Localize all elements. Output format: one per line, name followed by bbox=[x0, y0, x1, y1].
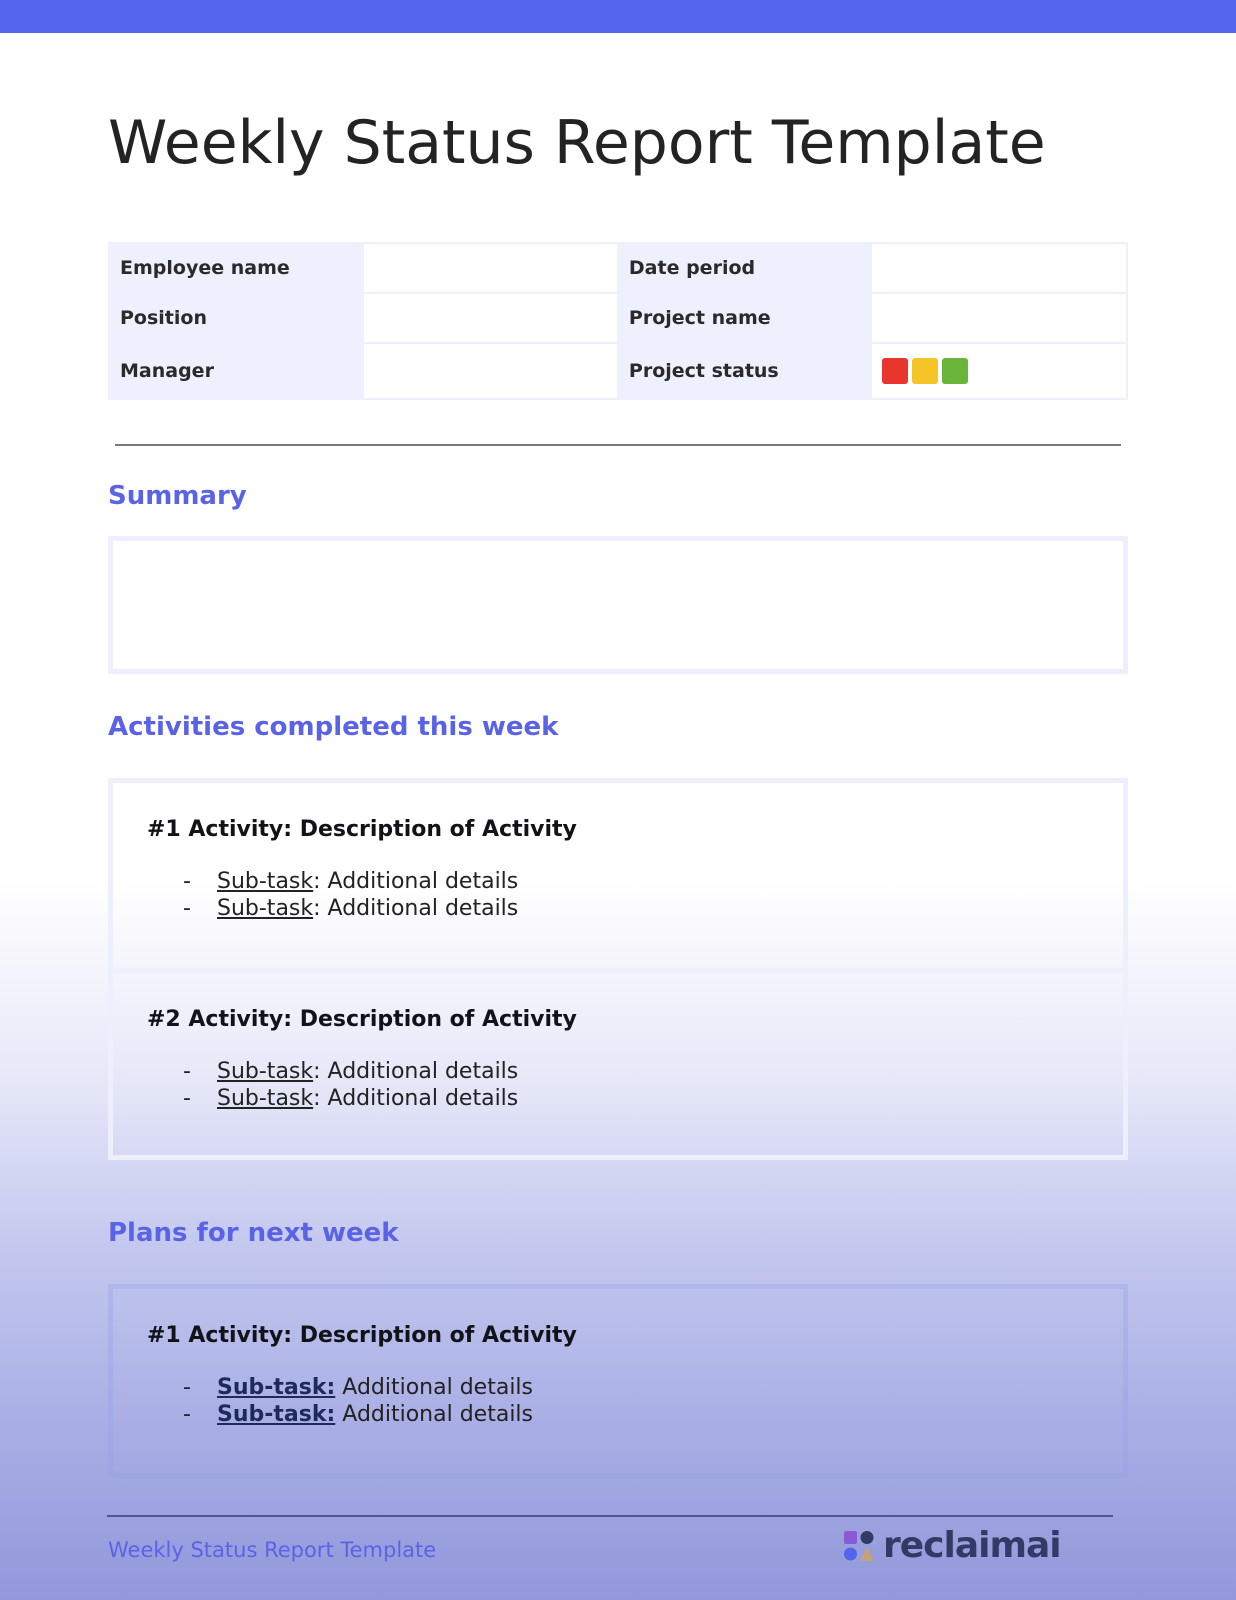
footer-divider bbox=[107, 1515, 1113, 1517]
brand-name: reclaimai bbox=[883, 1525, 1061, 1566]
page-title: Weekly Status Report Template bbox=[108, 108, 1046, 178]
employee-name-field[interactable] bbox=[363, 243, 618, 293]
yellow-square-icon[interactable] bbox=[912, 358, 938, 384]
subtask-details: Additional details bbox=[335, 1402, 534, 1427]
subtask-label: Sub-task: bbox=[217, 1375, 336, 1400]
plan-item bbox=[113, 1289, 1123, 1473]
subtask-label: Sub-task: bbox=[217, 1402, 336, 1427]
subtask-details: Additional details bbox=[335, 1375, 534, 1400]
green-square-icon[interactable] bbox=[942, 358, 968, 384]
activities-heading: Activities completed this week bbox=[108, 712, 559, 742]
subtask-details: : Additional details bbox=[313, 1059, 519, 1084]
plans-box bbox=[108, 1284, 1128, 1478]
project-name-field[interactable] bbox=[871, 293, 1127, 343]
subtask-list bbox=[147, 868, 1089, 922]
red-square-icon[interactable] bbox=[882, 358, 908, 384]
footer-title: Weekly Status Report Template bbox=[108, 1538, 437, 1562]
date-period-field[interactable] bbox=[871, 243, 1127, 293]
subtask-list bbox=[147, 1374, 1089, 1428]
brand-logo bbox=[843, 1525, 1061, 1566]
subtask-list bbox=[147, 1058, 1089, 1112]
plan-title: #1 Activity: Description of Activity bbox=[147, 1323, 577, 1348]
position-label: Position bbox=[109, 293, 363, 343]
subtask-label: Sub-task bbox=[217, 1059, 314, 1084]
plans-heading: Plans for next week bbox=[108, 1218, 399, 1248]
top-accent-bar bbox=[0, 0, 1236, 33]
dash-bullet: - bbox=[183, 869, 191, 894]
project-name-label: Project name bbox=[618, 293, 872, 343]
subtask-label: Sub-task bbox=[217, 869, 314, 894]
project-status-field[interactable] bbox=[871, 343, 1127, 399]
subtask-label: Sub-task bbox=[217, 1086, 314, 1111]
status-swatches bbox=[882, 358, 1116, 384]
subtask-item bbox=[147, 868, 1089, 895]
subtask-details: : Additional details bbox=[313, 869, 519, 894]
activity-item bbox=[113, 783, 1123, 968]
reclaim-logo-icon bbox=[843, 1530, 875, 1562]
employee-info-table bbox=[108, 242, 1128, 400]
dash-bullet: - bbox=[183, 1086, 191, 1111]
summary-heading: Summary bbox=[108, 481, 247, 511]
position-field[interactable] bbox=[363, 293, 618, 343]
dash-bullet: - bbox=[183, 1059, 191, 1084]
section-divider bbox=[115, 444, 1121, 446]
subtask-item bbox=[147, 1401, 1089, 1428]
dash-bullet: - bbox=[183, 896, 191, 921]
dash-bullet: - bbox=[183, 1375, 191, 1400]
employee-name-label: Employee name bbox=[109, 243, 363, 293]
summary-text-box[interactable] bbox=[108, 536, 1128, 674]
subtask-item bbox=[147, 895, 1089, 922]
subtask-details: : Additional details bbox=[313, 1086, 519, 1111]
project-status-label: Project status bbox=[618, 343, 872, 399]
subtask-label: Sub-task bbox=[217, 896, 314, 921]
date-period-label: Date period bbox=[618, 243, 872, 293]
manager-field[interactable] bbox=[363, 343, 618, 399]
manager-label: Manager bbox=[109, 343, 363, 399]
subtask-item bbox=[147, 1058, 1089, 1085]
subtask-item bbox=[147, 1374, 1089, 1401]
subtask-details: : Additional details bbox=[313, 896, 519, 921]
activities-box bbox=[108, 778, 1128, 1160]
activity-title: #1 Activity: Description of Activity bbox=[147, 817, 577, 842]
dash-bullet: - bbox=[183, 1402, 191, 1427]
activity-title: #2 Activity: Description of Activity bbox=[147, 1007, 577, 1032]
activity-item bbox=[113, 973, 1123, 1155]
subtask-item bbox=[147, 1085, 1089, 1112]
